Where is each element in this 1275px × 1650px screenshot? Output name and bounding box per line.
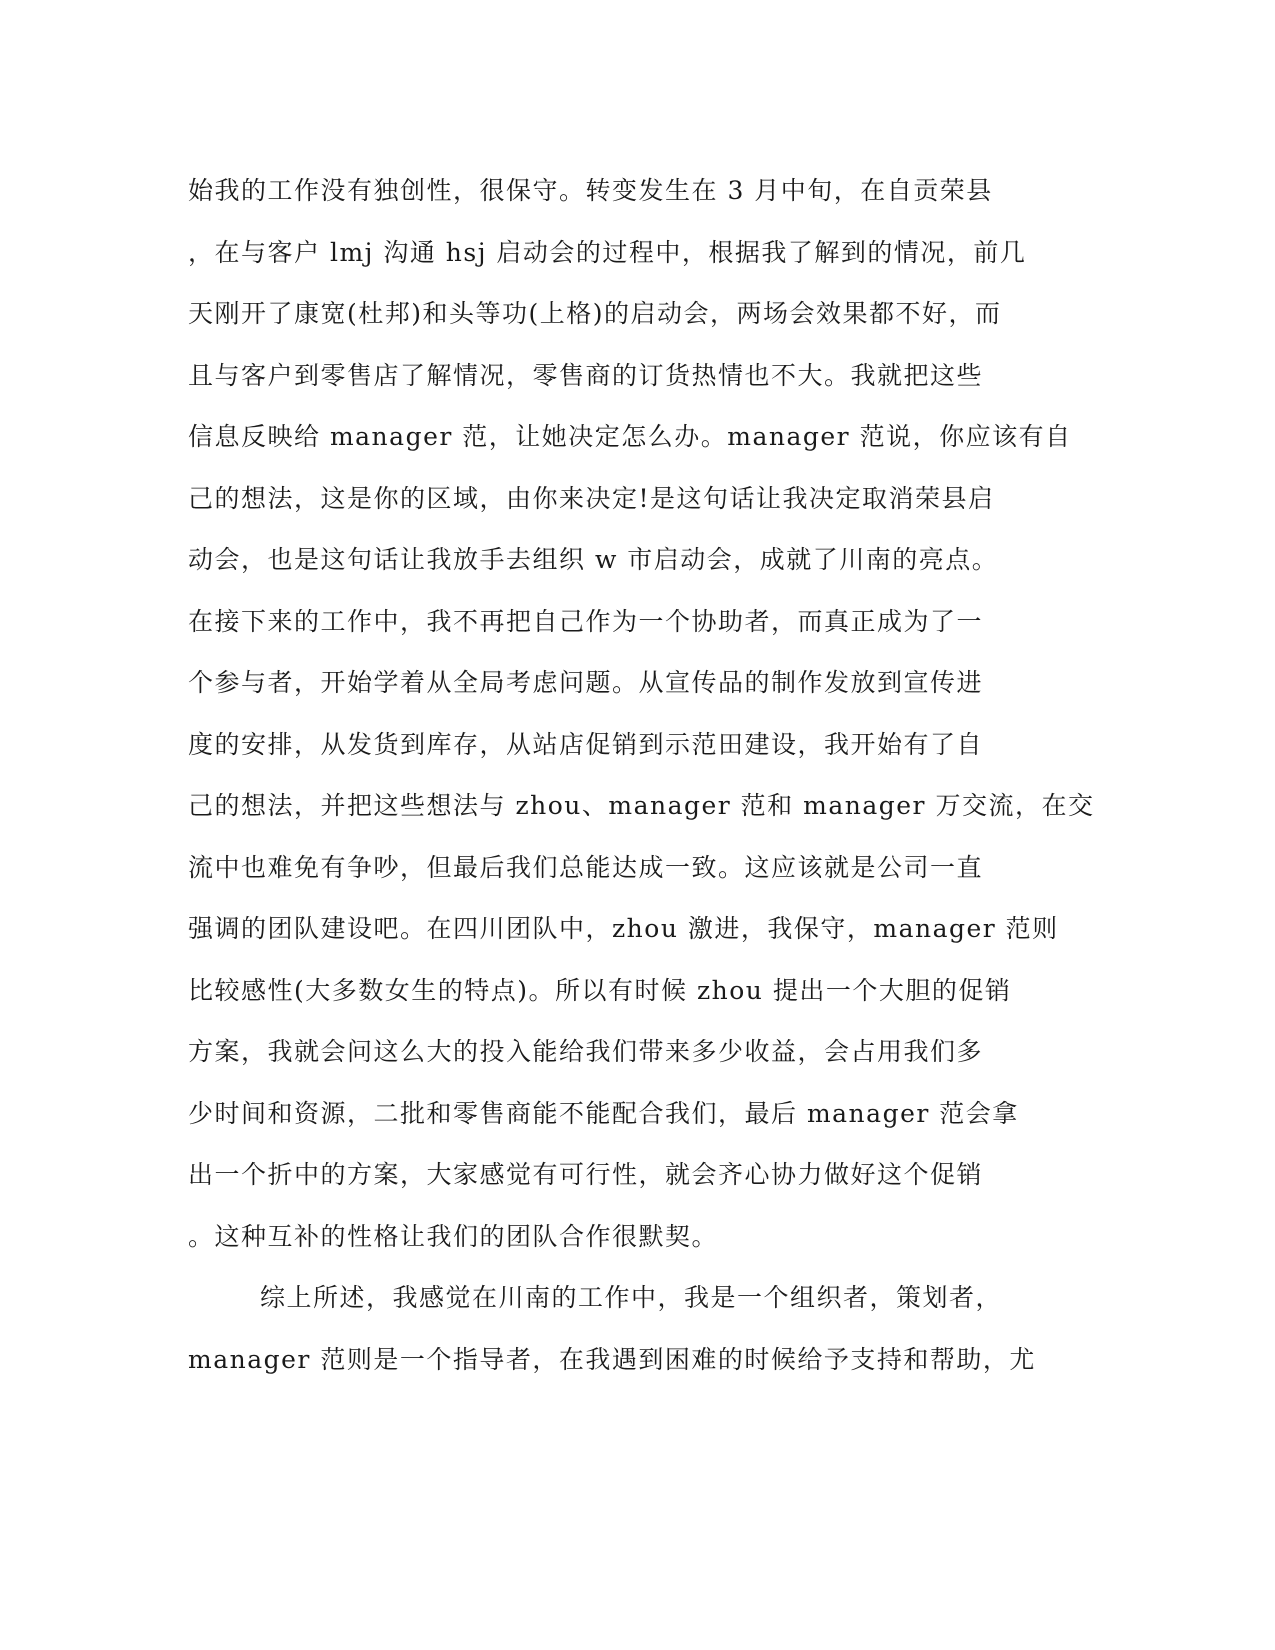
text-line: 出一个折中的方案，大家感觉有可行性，就会齐心协力做好这个促销 [188,1160,984,1189]
text-line: 始我的工作没有独创性，很保守。转变发生在 3 月中旬，在自贡荣县 [188,176,993,205]
text-line: 强调的团队建设吧。在四川团队中，zhou 激进，我保守，manager 范则 [188,914,1059,943]
text-line: manager 范则是一个指导者，在我遇到困难的时候给予支持和帮助，尤 [188,1344,1036,1374]
text-line: 天刚开了康宽(杜邦)和头等功(上格)的启动会，两场会效果都不好，而 [188,299,1002,328]
text-line: 己的想法，并把这些想法与 zhou、manager 范和 manager 万交流，在交 [188,791,1095,820]
text-line: 己的想法，这是你的区域，由你来决定!是这句话让我决定取消荣县启 [188,483,995,513]
text-line: 个参与者，开始学着从全局考虑问题。从宣传品的制作发放到宣传进 [188,668,984,697]
text-line: 且与客户到零售店了解情况，零售商的订货热情也不大。我就把这些 [188,360,984,390]
text-line: 方案，我就会问这么大的投入能给我们带来多少收益，会占用我们多 [188,1037,984,1066]
text-line: 动会，也是这句话让我放手去组织 w 市启动会，成就了川南的亮点。 [188,545,999,574]
body-text [188,160,1095,1390]
text-line: 在接下来的工作中，我不再把自己作为一个协助者，而真正成为了一 [188,606,984,636]
paragraph-start-line: 综上所述，我感觉在川南的工作中，我是一个组织者，策划者， [260,1283,1003,1312]
text-line: ，在与客户 lmj 沟通 hsj 启动会的过程中，根据我了解到的情况，前几 [188,237,1027,267]
text-line: 少时间和资源，二批和零售商能不能配合我们，最后 manager 范会拿 [188,1098,1019,1128]
text-line: 流中也难免有争吵，但最后我们总能达成一致。这应该就是公司一直 [188,852,984,882]
text-line: 比较感性(大多数女生的特点)。所以有时候 zhou 提出一个大胆的促销 [188,975,1012,1005]
text-line: 。这种互补的性格让我们的团队合作很默契。 [188,1221,719,1251]
text-line: 度的安排，从发货到库存，从站店促销到示范田建设，我开始有了自 [188,729,984,759]
text-line: 信息反映给 manager 范，让她决定怎么办。manager 范说，你应该有自 [188,422,1072,451]
